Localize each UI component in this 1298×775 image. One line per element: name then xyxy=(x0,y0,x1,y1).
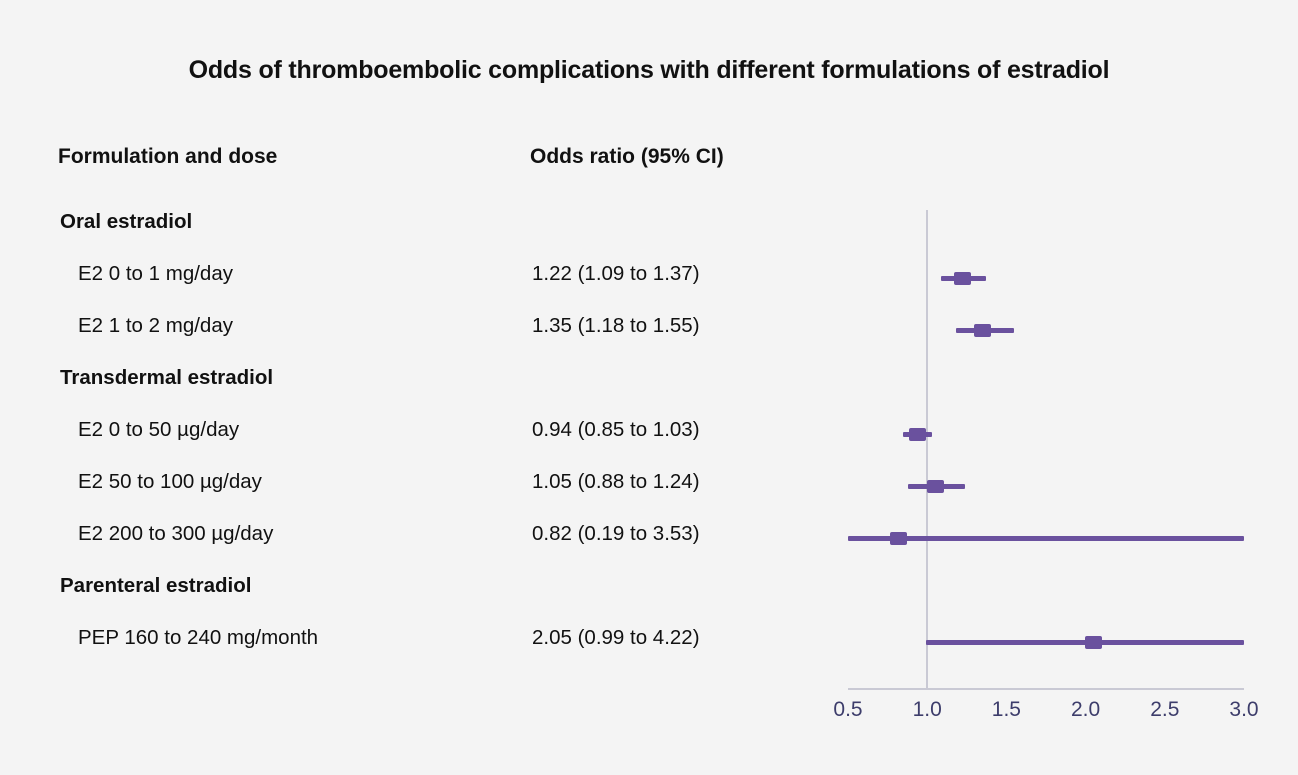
row-value-odds-ratio: 1.35 (1.18 to 1.55) xyxy=(532,314,700,337)
x-tick-label: 1.5 xyxy=(991,698,1021,721)
x-tick-label: 0.5 xyxy=(833,698,863,721)
row-label: E2 200 to 300 µg/day xyxy=(78,522,274,545)
x-tick-label: 1.0 xyxy=(912,698,942,721)
point-estimate-marker xyxy=(890,532,907,545)
point-estimate-marker xyxy=(1085,636,1102,649)
group-label: Oral estradiol xyxy=(60,210,193,233)
point-estimate-marker xyxy=(954,272,971,285)
row-label: E2 1 to 2 mg/day xyxy=(78,314,233,337)
x-tick-label: 2.5 xyxy=(1150,698,1180,721)
row-value-odds-ratio: 2.05 (0.99 to 4.22) xyxy=(532,626,700,649)
point-estimate-marker xyxy=(909,428,926,441)
row-value-odds-ratio: 1.05 (0.88 to 1.24) xyxy=(532,470,700,493)
reference-line xyxy=(926,210,928,690)
row-label: E2 50 to 100 µg/day xyxy=(78,470,262,493)
row-label: PEP 160 to 240 mg/month xyxy=(78,626,319,649)
point-estimate-marker xyxy=(927,480,944,493)
column-header-formulation: Formulation and dose xyxy=(58,145,278,168)
row-label: E2 0 to 50 µg/day xyxy=(78,418,240,441)
column-header-odds-ratio: Odds ratio (95% CI) xyxy=(530,145,724,168)
group-label: Parenteral estradiol xyxy=(60,574,252,597)
page-title: Odds of thromboembolic complications with different formulations of estradiol xyxy=(188,56,1110,84)
row-value-odds-ratio: 0.82 (0.19 to 3.53) xyxy=(532,522,700,545)
x-tick-label: 3.0 xyxy=(1229,698,1259,721)
x-axis-line xyxy=(848,688,1244,690)
group-label: Transdermal estradiol xyxy=(60,366,274,389)
point-estimate-marker xyxy=(974,324,991,337)
plot-area xyxy=(848,210,1244,690)
confidence-interval-bar xyxy=(848,536,1244,541)
row-value-odds-ratio: 1.22 (1.09 to 1.37) xyxy=(532,262,700,285)
row-label: E2 0 to 1 mg/day xyxy=(78,262,233,285)
row-value-odds-ratio: 0.94 (0.85 to 1.03) xyxy=(532,418,700,441)
x-tick-label: 2.0 xyxy=(1070,698,1101,721)
